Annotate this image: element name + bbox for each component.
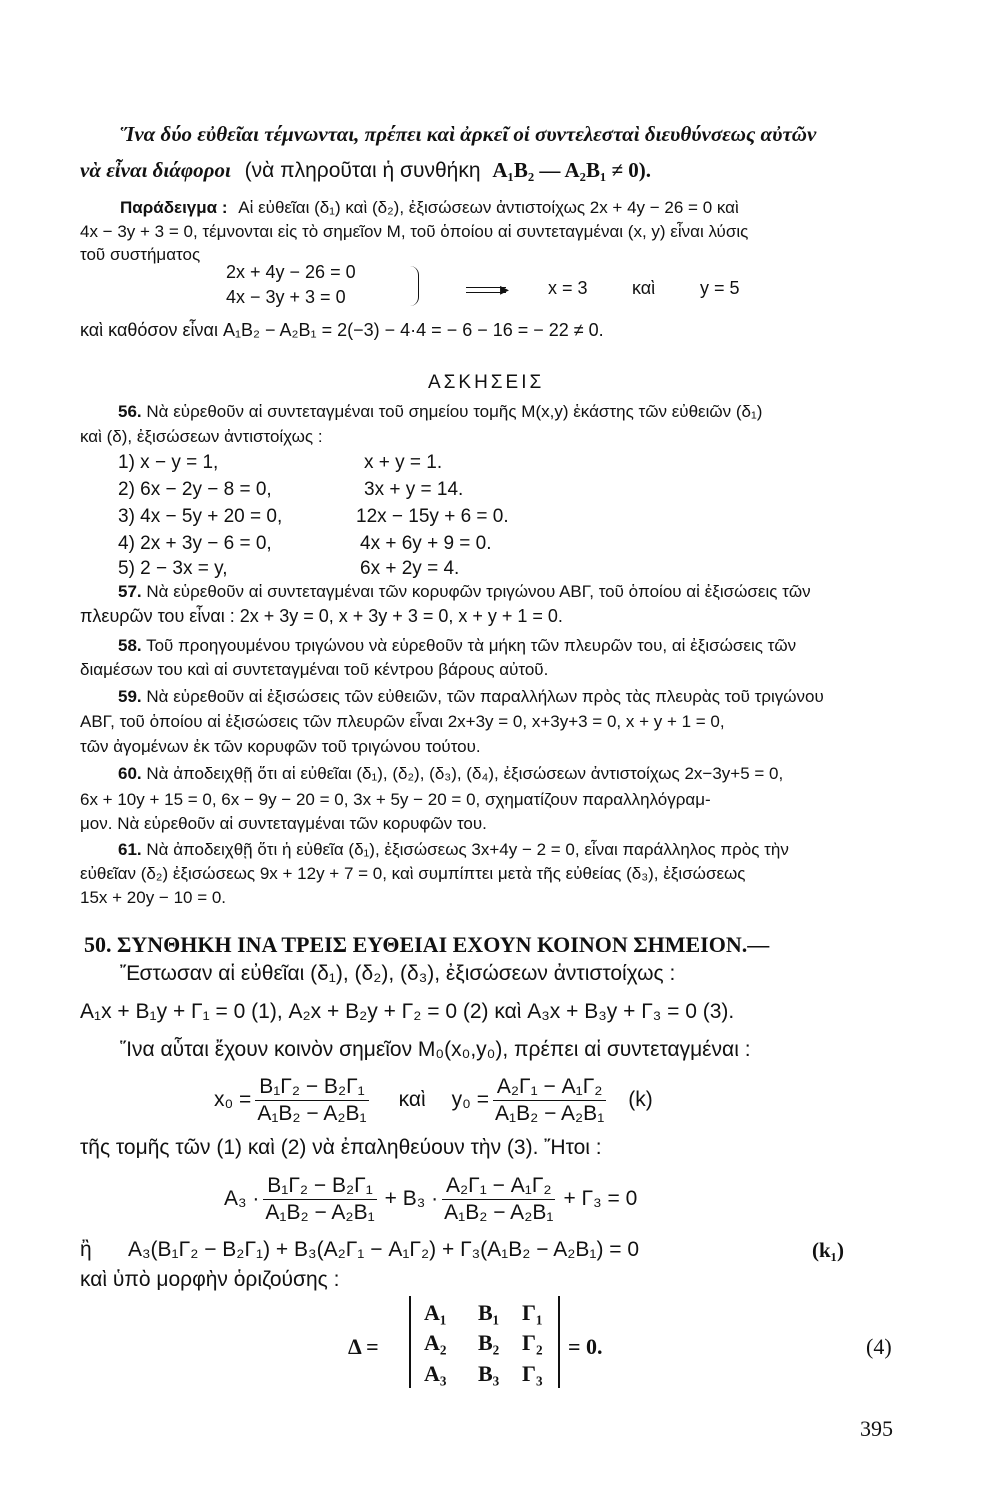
det-a1: A₁ [424, 1300, 447, 1325]
rule-condition: A₁B₂ — A₂B₁ ≠ 0). [492, 158, 652, 182]
ex58-line-1 [118, 636, 796, 656]
det-g3: Γ₃ [522, 1361, 543, 1386]
ex60-line-1 [118, 764, 783, 784]
section-line-1: Ἔστωσαν αἱ εὐθεῖαι (δ₁), (δ₂), (δ₃), ἐξισώσεων ἀντιστοίχως : [120, 962, 676, 985]
rule-line-2a: νὰ εἶναι διάφοροι [80, 158, 231, 182]
k1-equation: A₃(B₁Γ₂ − B₂Γ₁) + B₃(A₂Γ₁ − A₁Γ₂) + Γ₃(A₁B₂ − A₂B₁) = 0 [128, 1238, 640, 1261]
ex56-item-1-right: x + y = 1. [364, 452, 443, 473]
ex59-text-1: Νὰ εὑρεθοῦν αἱ ἐξισώσεις τῶν εὐθειῶν, τῶν παραλλήλων πρὸς τὰς πλευρὰς τοῦ τριγώνου [146, 687, 824, 706]
example-conclusion: καὶ καθόσον εἶναι A₁B₂ − A₂B₁ = 2(−3) − 4·4 = − 6 − 16 = − 22 ≠ 0. [80, 320, 604, 340]
determinant-label: Δ = [348, 1334, 379, 1359]
det-a3: A₃ [424, 1361, 447, 1386]
ex58-text-1: Τοῦ προηγουμένου τριγώνου νὰ εὑρεθοῦν τὰ μήκη τῶν πλευρῶν του, αἱ ἐξισώσεις τῶν [146, 636, 797, 655]
example-label: Παράδειγμα : [120, 198, 228, 217]
ex56-item-3-right: 12x − 15y + 6 = 0. [356, 506, 509, 527]
section-line-4: καὶ ὑπὸ μορφὴν ὁριζούσης : [80, 1268, 340, 1291]
ex56-item-5-left: 5) 2 − 3x = y, [118, 558, 228, 579]
det-b1: B₁ [478, 1300, 500, 1325]
solution-and: καὶ [632, 278, 656, 298]
det-g1: Γ₁ [522, 1300, 543, 1325]
example-text-1: Αἱ εὐθεῖαι (δ₁) καὶ (δ₂), ἐξισώσεων ἀντιστοίχως 2x + 4y − 26 = 0 καὶ [238, 198, 739, 217]
ex61-line-3: 15x + 20y − 10 = 0. [80, 888, 227, 907]
section-title: 50. ΣΥΝΘΗΚΗ ΙΝΑ ΤΡΕΙΣ ΕΥΘΕΙΑΙ ΕΧΟΥΝ ΚΟΙΝΟΝ ΣΗΜΕΙΟΝ.— [84, 932, 770, 957]
ex58-line-2: διαμέσων του καὶ αἱ συντεταγμέναι τοῦ κέντρου βάρους αὐτοῦ. [80, 660, 549, 679]
sub-fraction-1 [263, 1174, 376, 1225]
determinant-equals-zero: = 0. [568, 1334, 603, 1359]
rule-line-1: Ἵνα δύο εὐθεῖαι τέμνωνται, πρέπει καὶ ἀρκεῖ οἱ συντελεσταὶ διευθύνσεως αὐτῶν [120, 122, 817, 146]
y0-numerator: A₂Γ₁ − A₁Γ₂ [493, 1075, 606, 1101]
x0-denominator: A₁B₂ − A₂B₁ [257, 1101, 367, 1125]
ex60-line-3: μον. Νὰ εὑρεθοῦν αἱ συντεταγμέναι τῶν κορυφῶν του. [80, 814, 487, 833]
ex59-line-1 [118, 687, 824, 707]
solution-y: y = 5 [700, 278, 740, 298]
ex56-text-1: Νὰ εὑρεθοῦν αἱ συντεταγμέναι τοῦ σημείου τομῆς M(x,y) ἑκάστης τῶν εὐθειῶν (δ₁) [146, 402, 763, 421]
example-line-1 [120, 198, 739, 218]
ex60-line-2: 6x + 10y + 15 = 0, 6x − 9y − 20 = 0, 3x + 5y − 20 = 0, σχηματίζουν παραλληλόγραμ- [80, 790, 711, 809]
det-a2: A₂ [424, 1330, 447, 1355]
x0-numerator: B₁Γ₂ − B₂Γ₁ [255, 1075, 368, 1101]
ex60-number: 60. [118, 764, 142, 783]
or-label: ἢ [80, 1238, 92, 1261]
sub-numerator-2: A₂Γ₁ − A₁Γ₂ [442, 1174, 555, 1200]
ex56-item-2-left: 2) 6x − 2y − 8 = 0, [118, 479, 272, 500]
ex59-number: 59. [118, 687, 142, 706]
ex56-item-4-left: 4) 2x + 3y − 6 = 0, [118, 533, 272, 554]
ex59-line-2: ΑΒΓ, τοῦ ὁποίου αἱ ἐξισώσεις τῶν πλευρῶν εἶναι 2x+3y = 0, x+3y+3 = 0, x + y + 1 = 0, [80, 712, 725, 731]
k-label: (k) [628, 1088, 653, 1111]
sub-denominator-1: A₁B₂ − A₂B₁ [265, 1200, 375, 1224]
equation-4-label: (4) [866, 1334, 892, 1359]
det-g2: Γ₂ [522, 1330, 543, 1355]
ex56-item-2-right: 3x + y = 14. [364, 479, 464, 500]
ex61-text-1: Νὰ ἀποδειχθῇ ὅτι ἡ εὐθεῖα (δ₁), ἐξισώσεως 3x+4y − 2 = 0, εἶναι παράλληλος πρὸς τὴν [146, 840, 789, 859]
sub-denominator-2: A₁B₂ − A₂B₁ [444, 1200, 554, 1224]
rule-line-2 [80, 158, 651, 183]
ex57-line-1 [118, 582, 811, 602]
solution-x: x = 3 [548, 278, 588, 298]
det-b2: B₂ [478, 1330, 500, 1355]
section-line-3: τῆς τομῆς τῶν (1) καὶ (2) νὰ ἐπαληθεύουν τὴν (3). Ἤτοι : [80, 1136, 602, 1159]
exercises-heading: ΑΣΚΗΣΕΙΣ [428, 372, 545, 393]
sub-fraction-2 [442, 1174, 555, 1225]
y0-label: y₀ = [451, 1088, 489, 1111]
ex57-number: 57. [118, 582, 142, 601]
formula-and: καὶ [398, 1088, 426, 1111]
x0-fraction [255, 1075, 368, 1126]
formula-k [214, 1070, 653, 1130]
sub-numerator-1: B₁Γ₂ − B₂Γ₁ [263, 1174, 376, 1200]
substitution-formula [224, 1168, 637, 1230]
example-line-3: τοῦ συστήματος [80, 245, 201, 264]
ex56-line-1 [118, 402, 762, 422]
x0-label: x₀ = [214, 1088, 252, 1111]
rule-line-2b: (νὰ πληροῦται ἡ συνθήκη [244, 159, 481, 182]
ex56-number: 56. [118, 402, 142, 421]
ex56-item-4-right: 4x + 6y + 9 = 0. [360, 533, 492, 554]
k1-label: (k₁) [812, 1238, 844, 1262]
section-equations: A₁x + B₁y + Γ₁ = 0 (1), A₂x + B₂y + Γ₂ = 0 (2) καὶ A₃x + B₃y + Γ₃ = 0 (3). [80, 1000, 735, 1023]
implies-arrow-head: ▸ [500, 279, 510, 299]
ex56-item-3-left: 3) 4x − 5y + 20 = 0, [118, 506, 283, 527]
ex61-line-1 [118, 840, 789, 860]
sub-end: + Γ₃ = 0 [563, 1187, 638, 1210]
ex56-item-1-left: 1) x − y = 1, [118, 452, 219, 473]
ex57-text-1: Νὰ εὑρεθοῦν αἱ συντεταγμέναι τῶν κορυφῶν τριγώνου ΑΒΓ, τοῦ ὁποίου αἱ ἐξισώσεις τῶν [146, 582, 811, 601]
det-b3: B₃ [478, 1361, 500, 1386]
sub-a3: A₃ · [224, 1187, 260, 1210]
ex61-number: 61. [118, 840, 142, 859]
ex57-line-2: πλευρῶν του εἶναι : 2x + 3y = 0, x + 3y + 3 = 0, x + y + 1 = 0. [80, 606, 563, 626]
system-eq-1: 2x + 4y − 26 = 0 [226, 262, 356, 282]
y0-fraction [493, 1075, 606, 1126]
determinant-left-bar [409, 1296, 411, 1388]
sub-b3: + B₃ · [384, 1187, 439, 1210]
example-line-2: 4x − 3y + 3 = 0, τέμνονται εἰς τὸ σημεῖον Μ, τοῦ ὁποίου αἱ συντεταγμέναι (x, y) εἶναι λύσις [80, 222, 749, 241]
ex59-line-3: τῶν ἀγομένων ἐκ τῶν κορυφῶν τοῦ τριγώνου τούτου. [80, 737, 481, 756]
ex56-line-2: καὶ (δ), ἐξισώσεων ἀντιστοίχως : [80, 427, 323, 446]
system-brace [410, 266, 419, 306]
page-number: 395 [860, 1416, 893, 1441]
system-eq-2: 4x − 3y + 3 = 0 [226, 287, 346, 307]
determinant-right-bar [558, 1296, 560, 1388]
section-line-2: Ἵνα αὗται ἔχουν κοινὸν σημεῖον M₀(x₀,y₀), πρέπει αἱ συντεταγμέναι : [120, 1038, 751, 1061]
ex58-number: 58. [118, 636, 142, 655]
ex61-line-2: εὐθεῖαν (δ₂) ἐξισώσεως 9x + 12y + 7 = 0, καὶ συμπίπτει μετὰ τῆς εὐθείας (δ₃), ἐξισώσεως [80, 864, 746, 883]
y0-denominator: A₁B₂ − A₂B₁ [495, 1101, 605, 1125]
ex56-item-5-right: 6x + 2y = 4. [360, 558, 460, 579]
ex60-text-1: Νὰ ἀποδειχθῇ ὅτι αἱ εὐθεῖαι (δ₁), (δ₂), (δ₃), (δ₄), ἐξισώσεων ἀντιστοίχως 2x−3y+5 = 0, [146, 764, 784, 783]
